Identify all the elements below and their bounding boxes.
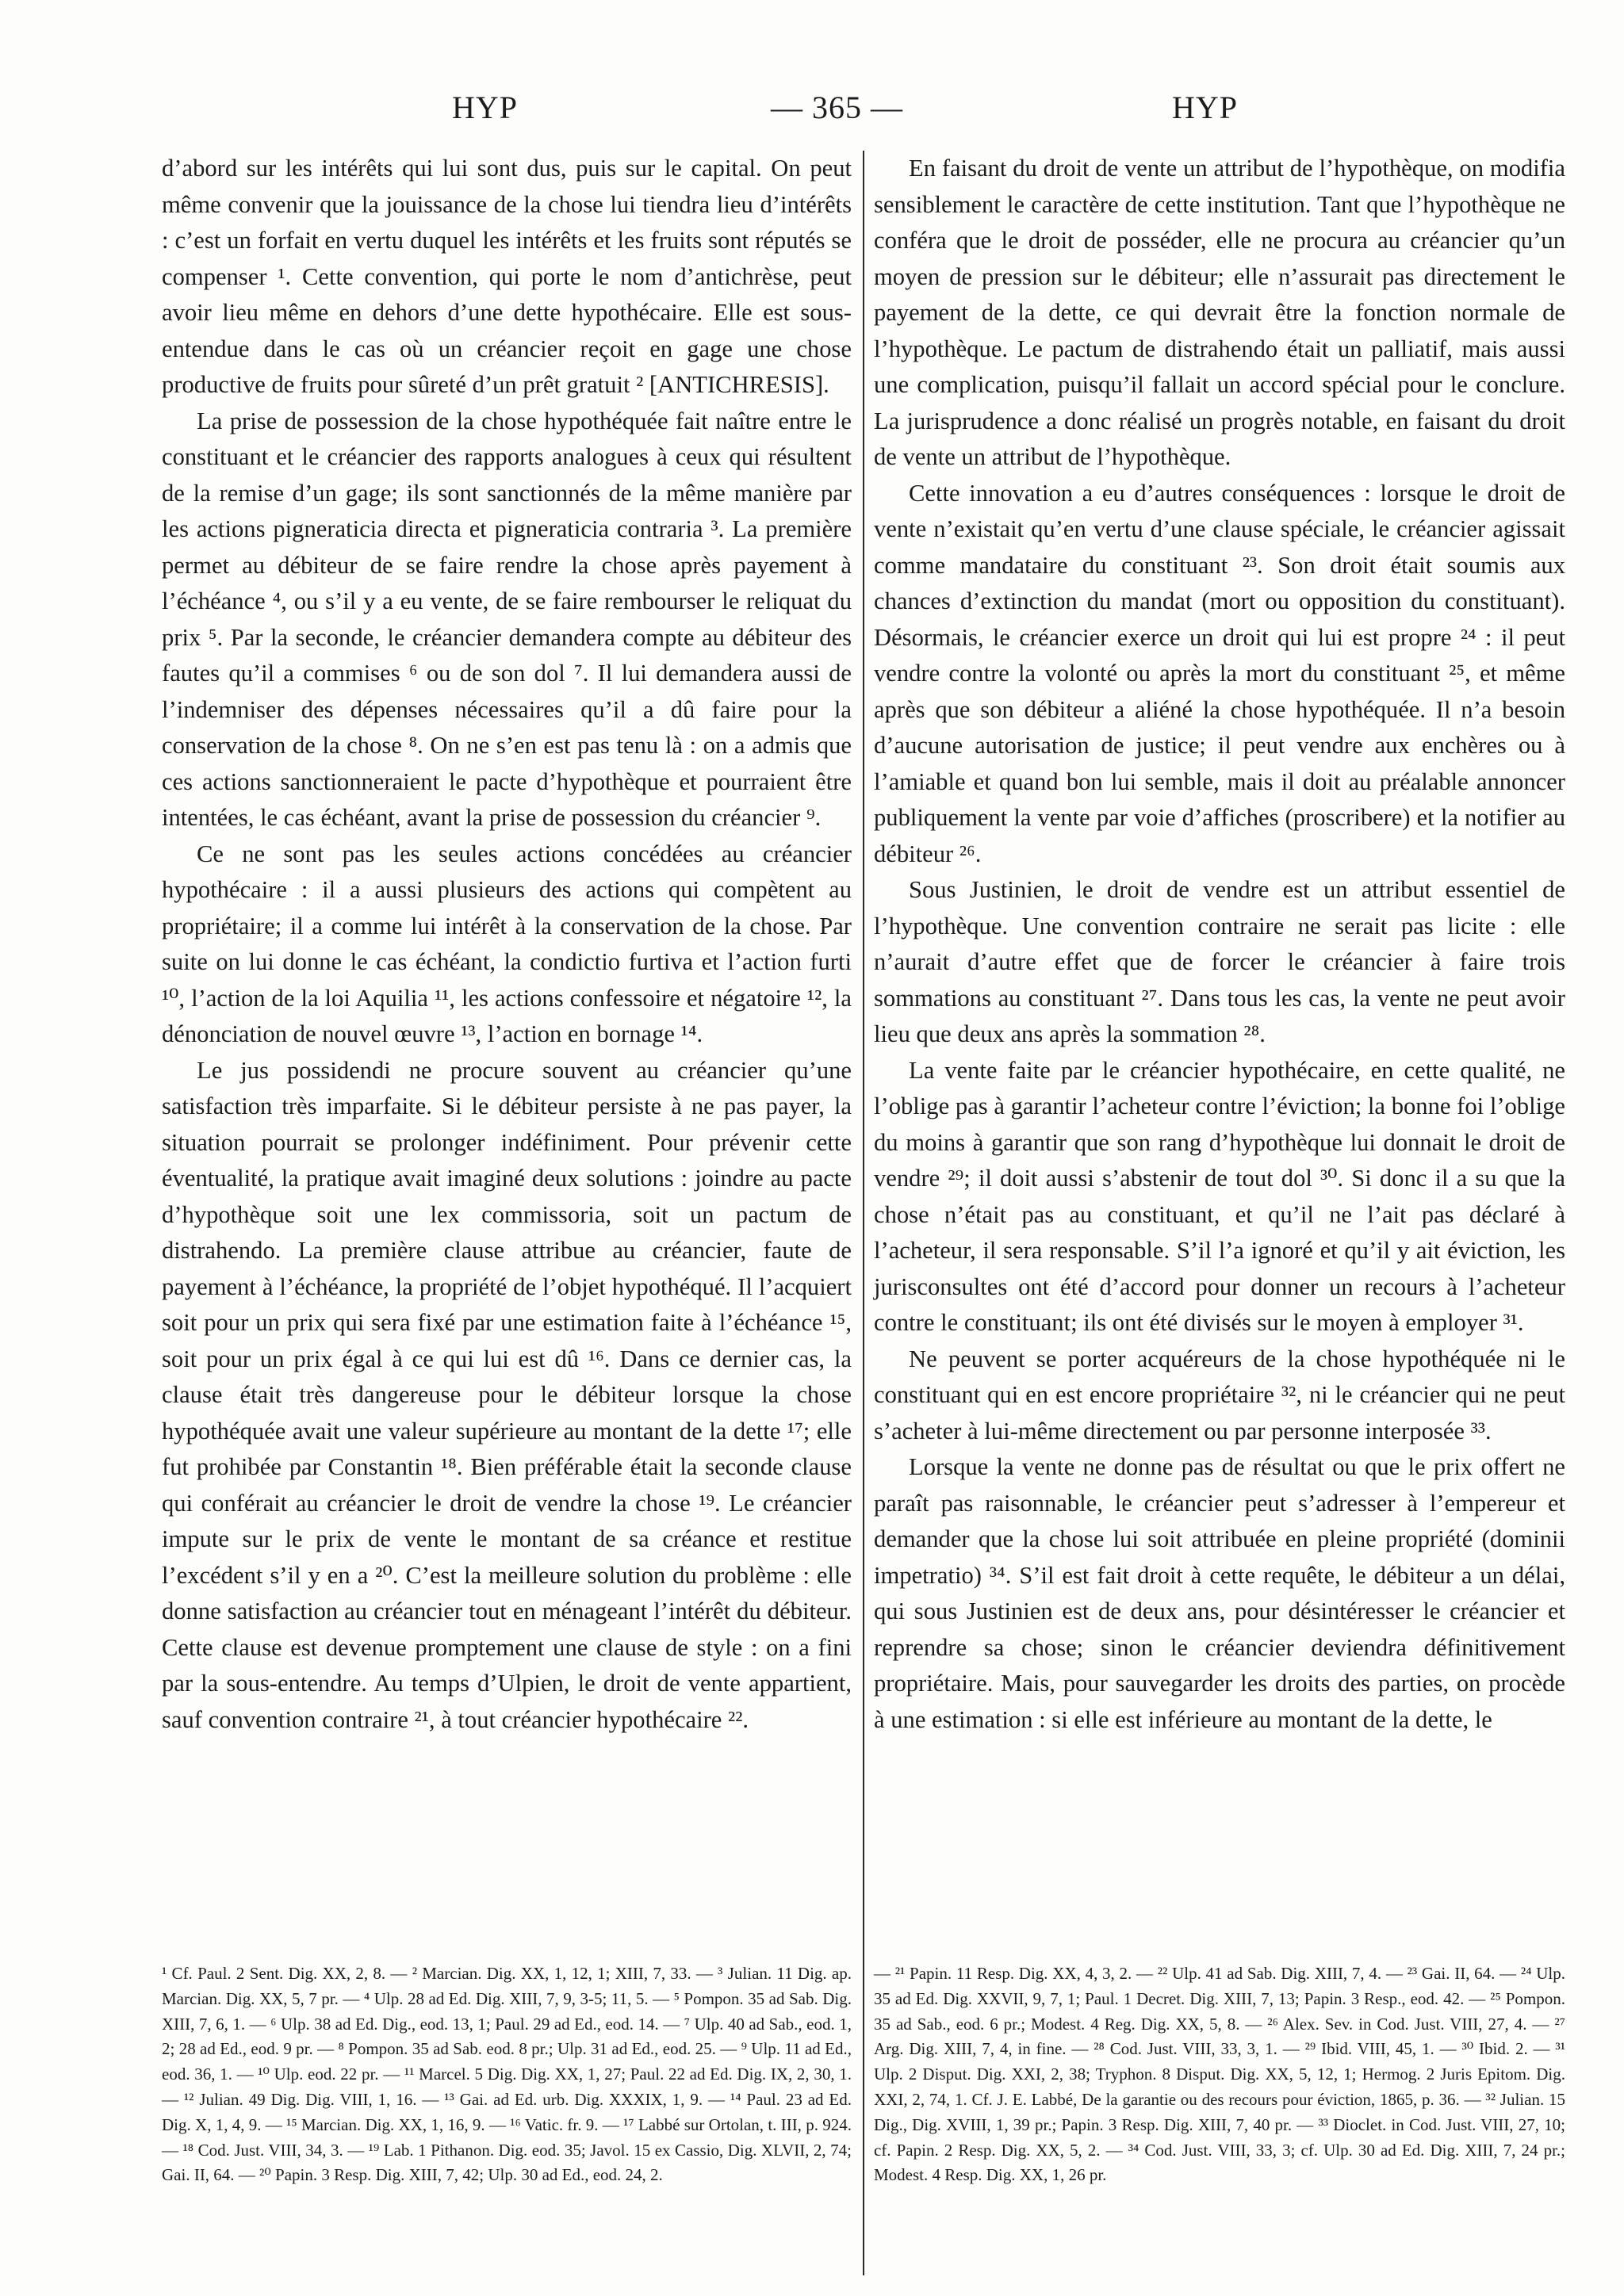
- left-column: [162, 151, 852, 1738]
- paragraph: En faisant du droit de vente un attribut de l’hypothèque, on modifia sensiblement le caractère de cette institution. Tant que l’hypothèque ne conféra que le droit de posséder, elle ne procura au créancier qu’un moyen de pression sur le débiteur; elle n’assurait pas directement le payement de la dette, ce qui devrait être la fonction normale de l’hypothèque. Le pactum de distrahendo était un palliatif, mais aussi une complication, puisqu’il fallait un accord spécial pour le conclure. La jurisprudence a donc réalisé un progrès notable, en faisant du droit de vente un attribut de l’hypothèque.: [874, 155, 1565, 470]
- paragraph: Ne peuvent se porter acquéreurs de la chose hypothéquée ni le constituant qui en est encore propriétaire ³², ni le créancier qui ne peut s’acheter à lui-même directement ou par personne interposée ³³.: [874, 1345, 1565, 1445]
- footnotes-right: [874, 1961, 1565, 2188]
- paragraph: La prise de possession de la chose hypothéquée fait naître entre le constituant et le créancier des rapports analogues à ceux qui résultent de la remise d’un gage; ils sont sanctionnés de la même manière par les actions pigneraticia directa et pigneraticia contraria ³. La première permet au débiteur de se faire rendre la chose après payement à l’échéance ⁴, ou s’il y a eu vente, de se faire rembourser le reliquat du prix ⁵. Par la seconde, le créancier demandera compte au débiteur des fautes qu’il a commises ⁶ ou de son dol ⁷. Il lui demandera aussi de l’indemniser des dépenses nécessaires qu’il a dû faire pour la conservation de la chose ⁸. On ne s’en est pas tenu là : on a admis que ces actions sanctionneraient le pacte d’hypothèque et pourraient être intentées, le cas échéant, avant la prise de possession du créancier ⁹.: [162, 407, 852, 831]
- right-column: [874, 151, 1565, 1738]
- column-divider: [863, 151, 864, 2275]
- paragraph: Lorsque la vente ne donne pas de résultat ou que le prix offert ne paraît pas raisonnable, le créancier peut s’adresser à l’empereur et demander que la chose lui soit attribuée en pleine propriété (dominii impetratio) ³⁴. S’il est fait droit à cette requête, le débiteur a un délai, qui sous Justinien est de deux ans, pour désintéresser le créancier et reprendre sa chose; sinon le créancier deviendra définitivement propriétaire. Mais, pour sauvegarder les droits des parties, on procède à une estimation : si elle est inférieure au montant de la dette, le: [874, 1453, 1565, 1733]
- paragraph: Cette innovation a eu d’autres conséquences : lorsque le droit de vente n’existait qu’en vertu d’une clause spéciale, le créancier agissait comme mandataire du constituant ²³. Son droit était soumis aux chances d’extinction du mandat (mort ou opposition du constituant). Désormais, le créancier exerce un droit qui lui est propre ²⁴ : il peut vendre contre la volonté ou après la mort du constituant ²⁵, et même après que son débiteur a aliéné la chose hypothéquée. Il n’a besoin d’aucune autorisation de justice; il peut vendre aux enchères ou à l’amiable et quand bon lui semble, mais il doit au préalable annoncer publiquement la vente par voie d’affiches (proscribere) et la notifier au débiteur ²⁶.: [874, 479, 1565, 867]
- paragraph: Ce ne sont pas les seules actions concédées au créancier hypothécaire : il a aussi plusieurs des actions qui compètent au propriétaire; il a comme lui intérêt à la conservation de la chose. Par suite on lui donne le cas échéant, la condictio furtiva et l’action furti ¹⁰, l’action de la loi Aquilia ¹¹, les actions confessoire et négatoire ¹², la dénonciation de nouvel œuvre ¹³, l’action en bornage ¹⁴.: [162, 840, 852, 1047]
- footnotes-left: [162, 1961, 852, 2188]
- page-number: — 365 —: [771, 90, 903, 125]
- footnote-text: ¹ Cf. Paul. 2 Sent. Dig. XX, 2, 8. — ² Marcian. Dig. XX, 1, 12, 1; XIII, 7, 33. — ³ Julian. 11 Dig. ap. Marcian. Dig. XX, 5, 7 pr. — ⁴ Ulp. 28 ad Ed. Dig. XIII, 7, 9, 3-5; 11, 5. — ⁵ Pompon. 35 ad Sab. Dig. XIII, 7, 6, 1. — ⁶ Ulp. 38 ad Ed. Dig., eod. 13, 1; Paul. 29 ad Ed., eod. 14. — ⁷ Ulp. 40 ad Sab., eod. 1, 2; 28 ad Ed., eod. 9 pr. — ⁸ Pompon. 35 ad Sab. eod. 8 pr.; Ulp. 31 ad Ed., eod. 25. — ⁹ Ulp. 11 ad Ed., eod. 36, 1. — ¹⁰ Ulp. eod. 22 pr. — ¹¹ Marcel. 5 Dig. Dig. XX, 1, 27; Paul. 22 ad Ed. Dig. IX, 2, 30, 1. — ¹² Julian. 49 Dig. Dig. VIII, 1, 16. — ¹³ Gai. ad Ed. urb. Dig. XXXIX, 1, 9. — ¹⁴ Paul. 23 ad Ed. Dig. X, 1, 4, 9. — ¹⁵ Marcian. Dig. XX, 1, 16, 9. — ¹⁶ Vatic. fr. 9. — ¹⁷ Labbé sur Ortolan, t. III, p. 924. — ¹⁸ Cod. Just. VIII, 34, 3. — ¹⁹ Lab. 1 Pithanon. Dig. eod. 35; Javol. 15 ex Cassio, Dig. XLVII, 2, 74; Gai. II, 64. — ²⁰ Papin. 3 Resp. Dig. XIII, 7, 42; Ulp. 30 ad Ed., eod. 24, 2.: [162, 1964, 852, 2185]
- header-left-title: HYP: [452, 90, 519, 125]
- paragraph: Sous Justinien, le droit de vendre est un attribut essentiel de l’hypothèque. Une convention contraire ne serait pas licite : elle n’aurait d’autre effet que de forcer le créancier à faire trois sommations au constituant ²⁷. Dans tous les cas, la vente ne peut avoir lieu que deux ans après la sommation ²⁸.: [874, 876, 1565, 1047]
- running-header: [0, 89, 1624, 136]
- paragraph: d’abord sur les intérêts qui lui sont dus, puis sur le capital. On peut même convenir que la jouissance de la chose lui tiendra lieu d’intérêts : c’est un forfait en vertu duquel les intérêts et les fruits sont réputés se compenser ¹. Cette convention, qui porte le nom d’antichrèse, peut avoir lieu même en dehors d’une dette hypothécaire. Elle est sous-entendue dans le cas où un créancier reçoit en gage une chose productive de fruits pour sûreté d’un prêt gratuit ² [ANTICHRESIS].: [162, 155, 852, 398]
- footnote-text: — ²¹ Papin. 11 Resp. Dig. XX, 4, 3, 2. — ²² Ulp. 41 ad Sab. Dig. XIII, 7, 4. — ²³ Gai. II, 64. — ²⁴ Ulp. 35 ad Ed. Dig. XXVII, 9, 7, 1; Paul. 1 Decret. Dig. XIII, 7, 13; Papin. 3 Resp., eod. 42. — ²⁵ Pompon. 35 ad Sab., eod. 6 pr.; Modest. 4 Reg. Dig. XX, 5, 8. — ²⁶ Alex. Sev. in Cod. Just. VIII, 27, 4. — ²⁷ Arg. Dig. XIII, 7, 4, in fine. — ²⁸ Cod. Just. VIII, 33, 3, 1. — ²⁹ Ibid. VIII, 45, 1. — ³⁰ Ibid. 2. — ³¹ Ulp. 2 Disput. Dig. XXI, 2, 38; Tryphon. 8 Disput. Dig. XX, 5, 12, 1; Hermog. 2 Juris Epitom. Dig. XXI, 2, 74, 1. Cf. J. E. Labbé, De la garantie ou des recours pour éviction, 1865, p. 36. — ³² Julian. 15 Dig., Dig. XVIII, 1, 39 pr.; Papin. 3 Resp. Dig. XIII, 7, 40 pr. — ³³ Dioclet. in Cod. Just. VIII, 27, 10; cf. Papin. 2 Resp. Dig. XX, 5, 2. — ³⁴ Cod. Just. VIII, 33, 3; cf. Ulp. 30 ad Ed. Dig. XIII, 7, 24 pr.; Modest. 4 Resp. Dig. XX, 1, 26 pr.: [874, 1964, 1565, 2185]
- paragraph: Le jus possidendi ne procure souvent au créancier qu’une satisfaction très imparfaite. Si le débiteur persiste à ne pas payer, la situation pourrait se prolonger indéfiniment. Pour prévenir cette éventualité, la pratique avait imaginé deux solutions : joindre au pacte d’hypothèque soit une lex commissoria, soit un pactum de distrahendo. La première clause attribue au créancier, faute de payement à l’échéance, la propriété de l’objet hypothéqué. Il l’acquiert soit pour un prix qui sera fixé par une estimation faite à l’échéance ¹⁵, soit pour un prix égal à ce qui lui est dû ¹⁶. Dans ce dernier cas, la clause était très dangereuse pour le débiteur lorsque la chose hypothéquée avait une valeur supérieure au montant de la dette ¹⁷; elle fut prohibée par Constantin ¹⁸. Bien préférable était la seconde clause qui conférait au créancier le droit de vendre la chose ¹⁹. Le créancier impute sur le prix de vente le montant de sa créance et restitue l’excédent s’il y en a ²⁰. C’est la meilleure solution du problème : elle donne satisfaction au créancier tout en ménageant l’intérêt du débiteur. Cette clause est devenue promptement une clause de style : on a fini par la sous-entendre. Au temps d’Ulpien, le droit de vente appartient, sauf convention contraire ²¹, à tout créancier hypothécaire ²².: [162, 1056, 852, 1733]
- paragraph: La vente faite par le créancier hypothécaire, en cette qualité, ne l’oblige pas à garantir l’acheteur contre l’éviction; la bonne foi l’oblige du moins à garantir que son rang d’hypothèque lui donnait le droit de vendre ²⁹; il doit aussi s’abstenir de tout dol ³⁰. Si donc il a su que la chose n’était pas au constituant, et qu’il ne l’ait pas déclaré à l’acheteur, il sera responsable. S’il l’a ignoré et qu’il y ait éviction, les jurisconsultes ont été d’accord pour donner un recours à l’acheteur contre le constituant; ils ont été divisés sur le moyen à employer ³¹.: [874, 1056, 1565, 1336]
- header-right-title: HYP: [1172, 90, 1239, 125]
